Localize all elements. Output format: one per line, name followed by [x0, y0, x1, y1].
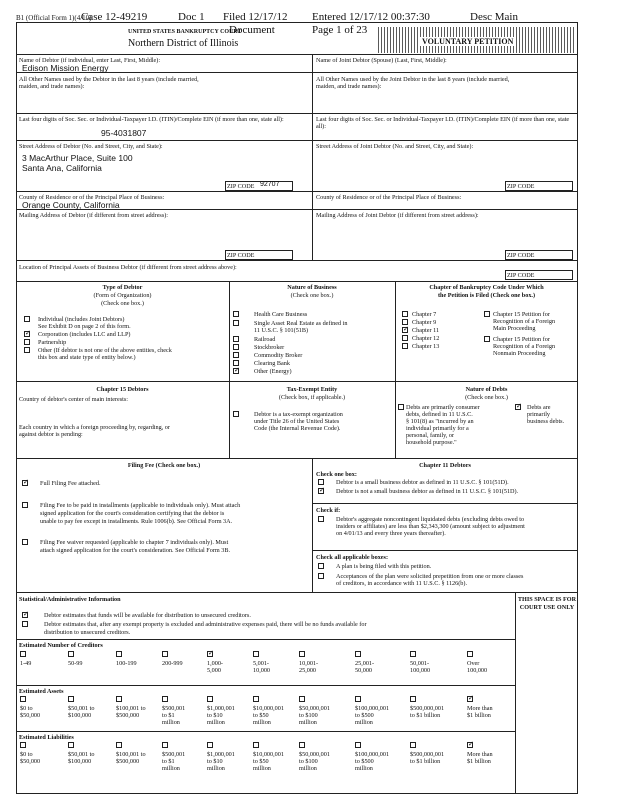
type-of-debtor-label: Individual (includes Joint Debtors) [38, 316, 125, 323]
assets-range-2: to $1 billion [410, 712, 441, 719]
chapter-label: Chapter 9 [412, 319, 437, 326]
liabilities-range-2: $1 billion [467, 758, 491, 765]
assets-range-2: to $50 [253, 712, 269, 719]
liabilities-range-1: $500,000,001 [410, 751, 445, 758]
form-label: B1 (Official Form 1)(4/10) [16, 14, 92, 22]
creditors-range-2: 10,000 [253, 667, 271, 674]
assets-range-1: $500,000,001 [410, 705, 445, 712]
chapter-checkbox[interactable] [402, 327, 408, 333]
creditors-range-1: 50,001- [410, 660, 430, 667]
creditors-checkbox[interactable] [410, 651, 416, 657]
joint-county-label: County of Residence or of the Principal Place of Business: [316, 194, 462, 201]
nature-business-sub: 11 U.S.C. § 101(51B) [254, 327, 309, 334]
assets-range-3: million [355, 719, 373, 726]
liabilities-range-2: to $50 [253, 758, 269, 765]
chapter15-main-3: Main Proceeding [493, 325, 536, 332]
assets-range-1: $10,000,001 [253, 705, 284, 712]
full-fee-checkbox[interactable] [22, 480, 28, 486]
assets-checkbox[interactable] [467, 696, 473, 702]
nature-business-checkbox[interactable] [233, 352, 239, 358]
liabilities-checkbox[interactable] [410, 742, 416, 748]
liabilities-range-2: to $10 [207, 758, 223, 765]
consumer-debts-6: household purpose." [406, 439, 457, 446]
other-names-label: All Other Names used by the Debtor in the last 8 years (include married, maiden, and trade names): [19, 76, 199, 90]
doc-number: Doc 1 [178, 11, 205, 23]
chapter-label: Chapter 7 [412, 311, 437, 318]
assets-range-2: $50,000 [20, 712, 41, 719]
debtor-name-label: Name of Debtor (if individual, enter Last, First, Middle): [19, 57, 161, 64]
liabilities-checkbox[interactable] [68, 742, 74, 748]
liabilities-checkbox[interactable] [355, 742, 361, 748]
district-name: Northern District of Illinois [128, 38, 239, 49]
type-of-debtor-checkbox[interactable] [24, 331, 30, 337]
tax-exempt-subtitle: (Check box, if applicable.) [278, 394, 346, 401]
page-count: Page 1 of 23 [312, 24, 368, 36]
chapter-label: Chapter 11 [412, 327, 440, 334]
creditors-range-2: 25,000 [299, 667, 317, 674]
ch11-all-applicable: Check all applicable boxes: [316, 554, 389, 561]
liabilities-range-3: million [299, 765, 317, 772]
assets-range-2: to $1 [162, 712, 175, 719]
assets-checkbox[interactable] [116, 696, 122, 702]
liabilities-range-1: $100,001 to [116, 751, 146, 758]
case-number: Case 12-49219 [81, 11, 148, 23]
waiver-1: Filing Fee waiver requested (applicable to chapter 7 individuals only). Must [40, 539, 229, 546]
nature-debts-subtitle: (Check one box.) [465, 394, 508, 401]
chapter-checkbox[interactable] [402, 335, 408, 341]
joint-zip-label: ZIP CODE [507, 183, 535, 190]
plan-filed-label: A plan is being filed with this petition. [336, 563, 432, 570]
no-funds-checkbox[interactable] [22, 621, 28, 627]
joint-tax-id-label: Last four digits of Soc. Sec. or Individual-Taxpayer I.D. (ITIN)/Complete EIN (if more than one, state all): [316, 116, 570, 130]
creditors-checkbox[interactable] [355, 651, 361, 657]
tax-exempt-checkbox[interactable] [233, 411, 239, 417]
liabilities-checkbox[interactable] [116, 742, 122, 748]
assets-range-1: $0 to [20, 705, 33, 712]
liabilities-checkbox[interactable] [253, 742, 259, 748]
location-zip-label: ZIP CODE [507, 272, 535, 279]
small-business-label: Debtor is a small business debtor as defined in 11 U.S.C. § 101(51D). [336, 479, 509, 486]
not-small-business-checkbox[interactable] [318, 488, 324, 494]
tax-exempt-line1: Debtor is a tax-exempt organization [254, 411, 343, 418]
liabilities-range-1: More than [467, 751, 493, 758]
creditors-range-2: 100,000 [467, 667, 488, 674]
nature-business-label: Other (Energy) [254, 368, 292, 375]
liabilities-range-1: $10,000,001 [253, 751, 284, 758]
assets-range-1: More than [467, 705, 493, 712]
waiver-checkbox[interactable] [22, 539, 28, 545]
creditors-range-1: Over [467, 660, 480, 667]
liabilities-range-2: to $100 [299, 758, 318, 765]
filed-date: Filed 12/17/12 [223, 11, 288, 23]
type-of-debtor-subtitle1: (Form of Organization) [93, 292, 152, 299]
liabilities-range-2: $100,000 [68, 758, 92, 765]
chapter-title: Chapter of Bankruptcy Code Under Which [429, 284, 544, 291]
chapter-checkbox[interactable] [402, 343, 408, 349]
chapter15-nonmain-checkbox[interactable] [484, 336, 490, 342]
assets-range-1: $50,001 to [68, 705, 95, 712]
nature-business-checkbox[interactable] [233, 344, 239, 350]
liabilities-range-1: $0 to [20, 751, 33, 758]
assets-range-2: to $100 [299, 712, 318, 719]
nature-business-checkbox[interactable] [233, 320, 239, 326]
nature-business-checkbox[interactable] [233, 368, 239, 374]
tax-exempt-line2: under Title 26 of the United States [254, 418, 340, 425]
chapter-title2: the Petition is Filed (Check one box.) [437, 292, 536, 299]
assets-checkbox[interactable] [207, 696, 213, 702]
nature-business-checkbox[interactable] [233, 311, 239, 317]
petition-title: VOLUNTARY PETITION [422, 37, 514, 46]
type-of-debtor-checkbox[interactable] [24, 316, 30, 322]
liabilities-range-3: million [162, 765, 180, 772]
chapter15-title: Chapter 15 Debtors [96, 386, 149, 393]
liabilities-range-3: million [253, 765, 271, 772]
liabilities-range-1: $1,000,001 [207, 751, 235, 758]
nature-business-label: Stockbroker [254, 344, 285, 351]
nature-business-label: Railroad [254, 336, 276, 343]
admin-line3: distribution to unsecured creditors. [44, 629, 131, 636]
court-use-2: COURT USE ONLY [519, 604, 575, 611]
type-of-debtor-label: Partnership [38, 339, 67, 346]
aggregate-2: insiders or affiliates) are less than $2,343,300 (amount subject to adjustment [336, 523, 525, 530]
chapter15-main-1: Chapter 15 Petition for [493, 311, 550, 318]
installments-1: Filing Fee to be paid in installments (applicable to individuals only). Must attach [40, 502, 241, 509]
consumer-debts-4: individual primarily for a [406, 425, 469, 432]
assets-title: Estimated Assets [19, 688, 64, 695]
aggregate-1: Debtor's aggregate noncontingent liquidated debts (excluding debts owed to [336, 516, 525, 523]
liabilities-range-3: million [207, 765, 225, 772]
county: Orange County, California [22, 200, 120, 210]
assets-range-1: $100,001 to [116, 705, 146, 712]
liabilities-range-2: to $500 [355, 758, 374, 765]
nature-debts-title: Nature of Debts [465, 386, 508, 393]
nature-business-label: Commodity Broker [254, 352, 303, 359]
acceptances-checkbox[interactable] [318, 573, 324, 579]
liabilities-range-2: to $1 billion [410, 758, 441, 765]
desc-main: Desc Main [470, 11, 518, 23]
creditors-range-1: 100-199 [116, 660, 137, 667]
assets-checkbox[interactable] [253, 696, 259, 702]
type-of-debtor-label: Other (If debtor is not one of the above entities, check [38, 347, 172, 354]
creditors-range-1: 200-999 [162, 660, 183, 667]
type-of-debtor-sub: this box and state type of entity below.) [38, 354, 136, 361]
liabilities-range-1: $50,001 to [68, 751, 95, 758]
assets-range-1: $500,001 [162, 705, 186, 712]
creditors-range-2: 100,000 [410, 667, 431, 674]
liabilities-range-1: $500,001 [162, 751, 186, 758]
nature-business-label: Health Care Business [254, 311, 308, 318]
creditors-range-1: 1-49 [20, 660, 32, 667]
plan-filed-checkbox[interactable] [318, 563, 324, 569]
address-line1: 3 MacArthur Place, Suite 100 [22, 153, 133, 163]
tax-exempt-title: Tax-Exempt Entity [286, 386, 338, 393]
nature-business-title: Nature of Business [287, 284, 337, 291]
tax-exempt-line3: Code (the Internal Revenue Code). [254, 425, 341, 432]
assets-range-3: million [207, 719, 225, 726]
consumer-debts-1: Debts are primarily consumer [406, 404, 480, 411]
ch11-check-one: Check one box: [316, 471, 357, 478]
installments-3: unable to pay fee except in installments. Rule 1006(b). See Official Form 3A. [40, 518, 233, 525]
small-business-checkbox[interactable] [318, 479, 324, 485]
joint-other-names-label: All Other Names used by the Joint Debtor in the last 8 years (include married, maiden, and trade names): [316, 76, 510, 90]
assets-range-1: $50,000,001 [299, 705, 330, 712]
chapter15-line1: Country of debtor's center of main interests: [19, 396, 129, 403]
chapter-checkbox[interactable] [402, 311, 408, 317]
creditors-range-1: 1,000- [207, 660, 223, 667]
liabilities-checkbox[interactable] [162, 742, 168, 748]
admin-line2: Debtor estimates that, after any exempt property is excluded and administrative expenses paid, there will be no funds available for [44, 621, 367, 628]
liabilities-checkbox[interactable] [20, 742, 26, 748]
installments-2: signed application for the court's consideration certifying that the debtor is [40, 510, 225, 517]
creditors-checkbox[interactable] [207, 651, 213, 657]
liabilities-range-3: million [355, 765, 373, 772]
creditors-checkbox[interactable] [253, 651, 259, 657]
document-label: Document [229, 24, 275, 36]
type-of-debtor-checkbox[interactable] [24, 347, 30, 353]
creditors-checkbox[interactable] [116, 651, 122, 657]
consumer-debts-2: debts, defined in 11 U.S.C. [406, 411, 473, 418]
assets-range-2: $1 billion [467, 712, 491, 719]
assets-checkbox[interactable] [162, 696, 168, 702]
consumer-debts-5: personal, family, or [406, 432, 455, 439]
type-of-debtor-label: Corporation (includes LLC and LLP) [38, 331, 131, 338]
creditors-range-2: 5,000 [207, 667, 221, 674]
tax-id: 95-4031807 [101, 128, 147, 138]
creditors-checkbox[interactable] [20, 651, 26, 657]
assets-checkbox[interactable] [299, 696, 305, 702]
joint-name-label: Name of Joint Debtor (Spouse) (Last, First, Middle): [316, 57, 447, 64]
business-debts-3: business debts. [527, 418, 565, 425]
chapter-label: Chapter 13 [412, 343, 440, 350]
liabilities-range-1: $100,000,001 [355, 751, 390, 758]
creditors-range-1: 50-99 [68, 660, 83, 667]
debtor-name: Edison Mission Energy [22, 63, 109, 73]
business-debts-2: primarily [527, 411, 551, 418]
installments-checkbox[interactable] [22, 502, 28, 508]
chapter15-nonmain-3: Nonmain Proceeding [493, 350, 546, 357]
chapter15-main-checkbox[interactable] [484, 311, 490, 317]
aggregate-debts-checkbox[interactable] [318, 516, 324, 522]
creditors-checkbox[interactable] [467, 651, 473, 657]
tax-id-label: Last four digits of Soc. Sec. or Individual-Taxpayer I.D. (ITIN)/Complete EIN (if more than one, state all): [19, 116, 284, 123]
nature-business-subtitle: (Check one box.) [290, 292, 334, 299]
assets-range-3: million [253, 719, 271, 726]
liabilities-range-2: $50,000 [20, 758, 41, 765]
consumer-debts-checkbox[interactable] [398, 404, 404, 410]
assets-checkbox[interactable] [68, 696, 74, 702]
creditors-checkbox[interactable] [299, 651, 305, 657]
creditors-range-2: 50,000 [355, 667, 373, 674]
chapter15-main-2: Recognition of a Foreign [493, 318, 556, 325]
nature-business-label: Clearing Bank [254, 360, 290, 367]
liabilities-range-1: $50,000,001 [299, 751, 330, 758]
admin-line1: Debtor estimates that funds will be available for distribution to unsecured creditors. [44, 612, 251, 619]
assets-checkbox[interactable] [355, 696, 361, 702]
court-name: UNITED STATES BANKRUPTCY COURT [128, 29, 242, 35]
nature-business-label: Single Asset Real Estate as defined in [254, 320, 348, 327]
court-use-1: THIS SPACE IS FOR [517, 596, 577, 603]
address-line2: Santa Ana, California [22, 163, 102, 173]
chapter15-nonmain-2: Recognition of a Foreign [493, 343, 556, 350]
type-of-debtor-title: Type of Debtor [102, 284, 143, 291]
full-fee-label: Full Filing Fee attached. [40, 480, 101, 487]
waiver-2: attach signed application for the court's consideration. See Official Form 3B. [40, 547, 231, 554]
county-label: County of Residence or of the Principal Place of Business: [19, 194, 165, 201]
ch11-title: Chapter 11 Debtors [419, 462, 471, 469]
chapter15-line3: against debtor is pending: [19, 431, 83, 438]
assets-range-3: million [299, 719, 317, 726]
creditors-range-1: 5,001- [253, 660, 269, 667]
liabilities-checkbox[interactable] [299, 742, 305, 748]
joint-address-label: Street Address of Joint Debtor (No. and Street, City, and State): [316, 143, 474, 150]
acceptances-1: Acceptances of the plan were solicited prepetition from one or more classes [336, 573, 524, 580]
zip-code: 92707 [260, 181, 280, 188]
creditors-checkbox[interactable] [162, 651, 168, 657]
entered-date: Entered 12/17/12 00:37:30 [312, 11, 430, 23]
mailing-label: Mailing Address of Debtor (if different from street address): [19, 212, 169, 219]
assets-range-2: to $500 [355, 712, 374, 719]
admin-title: Statistical/Administrative Information [19, 596, 121, 603]
joint-mailing-label: Mailing Address of Joint Debtor (if different from street address): [316, 212, 479, 219]
assets-range-1: $1,000,001 [207, 705, 235, 712]
type-of-debtor-subtitle2: (Check one box.) [101, 300, 144, 307]
consumer-debts-3: § 101(8) as "incurred by an [406, 418, 474, 425]
chapter15-nonmain-1: Chapter 15 Petition for [493, 336, 550, 343]
creditors-checkbox[interactable] [68, 651, 74, 657]
acceptances-2: of creditors, in accordance with 11 U.S.C. § 1126(b). [336, 580, 467, 587]
assets-range-2: to $10 [207, 712, 223, 719]
assets-range-2: $100,000 [68, 712, 92, 719]
creditors-range-1: 25,001- [355, 660, 375, 667]
not-small-business-label: Debtor is not a small business debtor as defined in 11 U.S.C. § 101(51D). [336, 488, 519, 495]
address-label: Street Address of Debtor (No. and Street, City, and State): [19, 143, 163, 150]
location-label: Location of Principal Assets of Business Debtor (if different from street address above): [19, 264, 237, 271]
liabilities-range-2: to $1 [162, 758, 175, 765]
business-debts-1: Debts are [527, 404, 551, 411]
creditors-range-1: 10,001- [299, 660, 319, 667]
zip-label: ZIP CODE [227, 183, 255, 190]
assets-range-3: million [162, 719, 180, 726]
liabilities-checkbox[interactable] [467, 742, 473, 748]
type-of-debtor-checkbox[interactable] [24, 339, 30, 345]
mailing-zip-label: ZIP CODE [227, 252, 255, 259]
aggregate-3: on 4/01/13 and every three years thereafter). [336, 530, 446, 537]
nature-business-checkbox[interactable] [233, 336, 239, 342]
liabilities-checkbox[interactable] [207, 742, 213, 748]
filing-fee-title: Filing Fee (Check one box.) [127, 462, 201, 469]
chapter15-line2: Each country in which a foreign proceeding by, regarding, or [19, 424, 170, 431]
assets-range-1: $100,000,001 [355, 705, 390, 712]
ch11-check-if: Check if: [316, 507, 341, 514]
type-of-debtor-sub: See Exhibit D on page 2 of this form. [38, 323, 131, 330]
assets-checkbox[interactable] [20, 696, 26, 702]
joint-mailing-zip-label: ZIP CODE [507, 252, 535, 259]
funds-available-checkbox[interactable] [22, 612, 28, 618]
chapter-label: Chapter 12 [412, 335, 440, 342]
liabilities-title: Estimated Liabilities [19, 734, 74, 741]
assets-checkbox[interactable] [410, 696, 416, 702]
liabilities-range-2: $500,000 [116, 758, 140, 765]
business-debts-checkbox[interactable] [515, 404, 521, 410]
assets-range-2: $500,000 [116, 712, 140, 719]
creditors-title: Estimated Number of Creditors [19, 642, 103, 649]
